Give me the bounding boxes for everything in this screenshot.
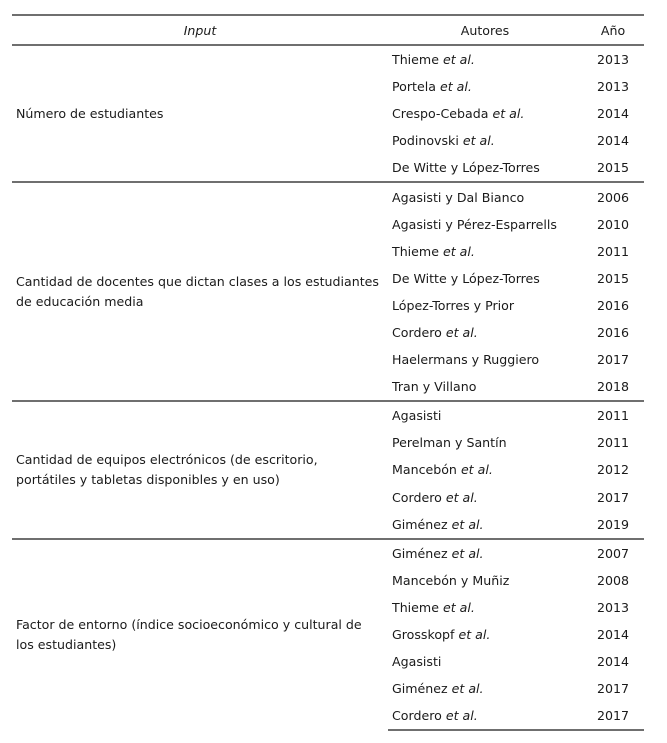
author-cell — [388, 211, 582, 238]
author-cell — [388, 127, 582, 154]
year-cell: 2014 — [596, 106, 630, 122]
author-name: Tran y Villano — [392, 379, 477, 395]
author-cell — [388, 100, 582, 127]
author-cell — [388, 265, 582, 292]
author-etal: et al. — [442, 52, 475, 68]
input-label: Número de estudiantes — [12, 45, 388, 182]
author-cell — [388, 594, 582, 621]
author-etal: et al. — [445, 324, 478, 340]
author-cell — [388, 319, 582, 346]
author-cell — [388, 484, 582, 511]
year-cell: 2013 — [596, 599, 630, 615]
author-etal: et al. — [439, 79, 472, 95]
author-cell — [388, 346, 582, 373]
year-cell: 2013 — [582, 45, 644, 73]
year-cell: 2010 — [596, 216, 630, 232]
input-label: Factor de entorno (índice socioeconómico y cultural de los estudiantes) — [12, 539, 388, 731]
year-cell: 2011 — [582, 401, 644, 429]
author-name: Cordero — [392, 324, 442, 340]
author-name: Thieme — [392, 599, 439, 615]
author-cell — [388, 182, 582, 210]
author-cell — [388, 567, 582, 594]
author-etal: et al. — [462, 133, 495, 149]
author-cell — [388, 154, 582, 182]
author-name: Giménez — [392, 516, 448, 532]
author-cell — [388, 73, 582, 100]
table-row — [12, 539, 644, 567]
author-etal: et al. — [458, 627, 491, 643]
author-name: Giménez — [392, 681, 448, 697]
table-header — [12, 15, 644, 45]
author-etal: et al. — [445, 489, 478, 505]
author-cell — [388, 675, 582, 702]
author-name: Podinovski — [392, 133, 459, 149]
author-cell — [388, 621, 582, 648]
author-etal: et al. — [445, 708, 478, 724]
author-name: Thieme — [392, 243, 439, 259]
year-cell: 2013 — [596, 79, 630, 95]
author-name: Mancebón — [392, 462, 457, 478]
author-etal: et al. — [492, 106, 525, 122]
year-cell: 2017 — [596, 489, 630, 505]
year-cell: 2008 — [596, 572, 630, 588]
author-name: De Witte y López-Torres — [392, 160, 540, 176]
author-name: Portela — [392, 79, 436, 95]
year-cell: 2017 — [582, 702, 644, 730]
author-name: Crespo-Cebada — [392, 106, 489, 122]
author-cell — [388, 648, 582, 675]
author-etal: et al. — [442, 243, 475, 259]
author-name: Agasisti y Dal Bianco — [392, 189, 525, 205]
author-name: Cordero — [392, 489, 442, 505]
author-name: Agasisti y Pérez-Esparrells — [392, 216, 557, 232]
year-cell: 2018 — [596, 379, 630, 395]
table-row — [12, 182, 644, 210]
year-cell: 2014 — [596, 627, 630, 643]
author-name: De Witte y López-Torres — [392, 270, 540, 286]
author-name: Thieme — [392, 52, 439, 68]
author-cell — [388, 45, 582, 73]
table-body — [12, 45, 644, 730]
header-input: Input — [12, 15, 388, 45]
year-cell: 2019 — [596, 516, 630, 532]
year-cell: 2015 — [596, 160, 630, 176]
year-cell: 2007 — [582, 539, 644, 567]
year-cell: 2017 — [596, 352, 630, 368]
input-label: Cantidad de docentes que dictan clases a los estudiantes de educación media — [12, 182, 388, 401]
author-name: Haelermans y Ruggiero — [392, 352, 540, 368]
year-cell: 2017 — [596, 681, 630, 697]
year-cell: 2015 — [596, 270, 630, 286]
header-authors: Autores — [388, 15, 582, 45]
author-cell — [388, 292, 582, 319]
input-label: Cantidad de equipos electrónicos (de escritorio, portátiles y tabletas disponibles y en uso) — [12, 401, 388, 538]
author-cell — [388, 702, 582, 730]
header-year: Año — [582, 15, 644, 45]
author-etal: et al. — [451, 545, 484, 561]
author-etal: et al. — [442, 599, 475, 615]
year-cell: 2012 — [596, 462, 630, 478]
author-etal: et al. — [451, 516, 484, 532]
author-cell — [388, 456, 582, 483]
author-cell — [388, 373, 582, 401]
author-name: Perelman y Santín — [392, 435, 507, 451]
author-cell — [388, 401, 582, 429]
author-name: López-Torres y Prior — [392, 297, 515, 313]
author-cell — [388, 238, 582, 265]
author-name: Cordero — [392, 708, 442, 724]
year-cell: 2014 — [596, 654, 630, 670]
author-name: Agasisti — [392, 408, 442, 424]
author-cell — [388, 539, 582, 567]
year-cell: 2011 — [596, 435, 630, 451]
author-name: Grosskopf — [392, 627, 455, 643]
author-etal: et al. — [451, 681, 484, 697]
author-cell — [388, 511, 582, 539]
year-cell: 2016 — [596, 324, 630, 340]
table-row — [12, 45, 644, 73]
table-container — [12, 14, 644, 731]
table-row — [12, 401, 644, 429]
year-cell: 2016 — [596, 297, 630, 313]
year-cell: 2011 — [596, 243, 630, 259]
author-name: Giménez — [392, 545, 448, 561]
author-etal: et al. — [460, 462, 493, 478]
year-cell: 2014 — [596, 133, 630, 149]
inputs-authors-table — [12, 14, 644, 731]
author-name: Mancebón y Muñiz — [392, 572, 510, 588]
header-row — [12, 15, 644, 45]
author-name: Agasisti — [392, 654, 442, 670]
year-cell: 2006 — [582, 182, 644, 210]
author-cell — [388, 429, 582, 456]
